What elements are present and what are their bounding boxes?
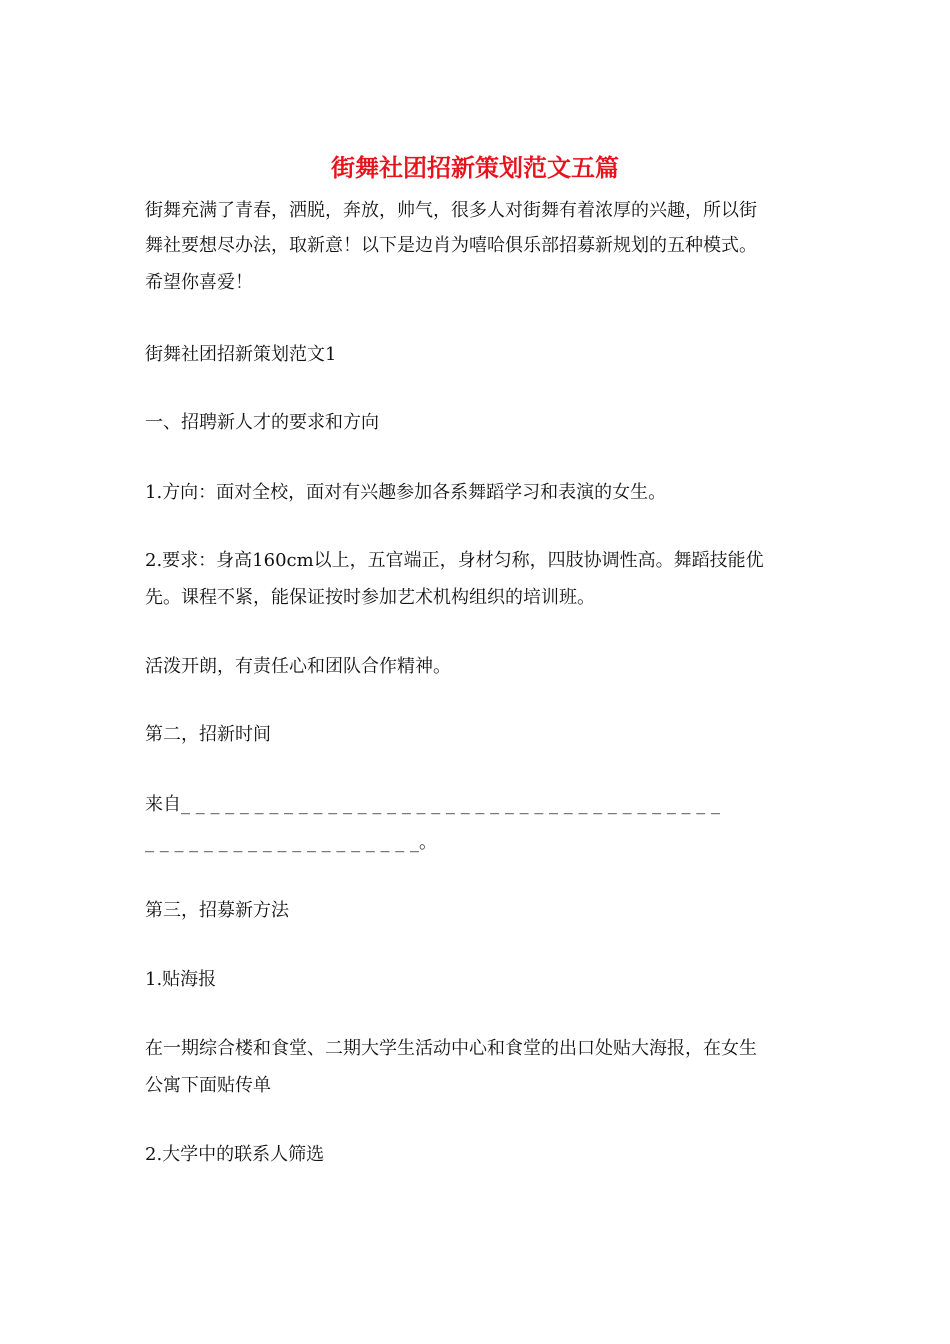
section-heading: 街舞社团招新策划范文1 [145, 344, 337, 365]
paragraph: 1.贴海报 [145, 969, 217, 990]
paragraph: _ _ _ _ _ _ _ _ _ _ _ _ _ _ _ _ _ _ _。 [145, 832, 437, 853]
paragraph: 2.大学中的联系人筛选 [145, 1144, 325, 1165]
paragraph: 在一期综合楼和食堂、二期大学生活动中心和食堂的出口处贴大海报，在女生 [145, 1038, 757, 1059]
paragraph: 2.要求：身高160cm以上，五官端正，身材匀称，四肢协调性高。舞蹈技能优 [145, 550, 764, 571]
document-title: 街舞社团招新策划范文五篇 [331, 153, 619, 182]
paragraph: 公寓下面贴传单 [145, 1075, 271, 1096]
intro-line-1: 街舞充满了青春，洒脱，奔放，帅气，很多人对街舞有着浓厚的兴趣，所以街 [145, 200, 757, 221]
paragraph: 第三，招募新方法 [145, 900, 289, 921]
paragraph: 活泼开朗，有责任心和团队合作精神。 [145, 656, 451, 677]
paragraph: 第二，招新时间 [145, 724, 271, 745]
paragraph: 先。课程不紧，能保证按时参加艺术机构组织的培训班。 [145, 587, 595, 608]
intro-line-2: 舞社要想尽办法，取新意！以下是边肖为嘻哈俱乐部招募新规划的五种模式。 [145, 235, 757, 256]
paragraph: 一、招聘新人才的要求和方向 [145, 412, 379, 433]
paragraph: 来自_ _ _ _ _ _ _ _ _ _ _ _ _ _ _ _ _ _ _ _ _ _ _ _ _ _ _ _ _ _ _ _ _ _ _ _ _ [145, 794, 720, 815]
intro-line-3: 希望你喜爱！ [145, 272, 253, 293]
paragraph: 1.方向：面对全校，面对有兴趣参加各系舞蹈学习和表演的女生。 [145, 482, 667, 503]
